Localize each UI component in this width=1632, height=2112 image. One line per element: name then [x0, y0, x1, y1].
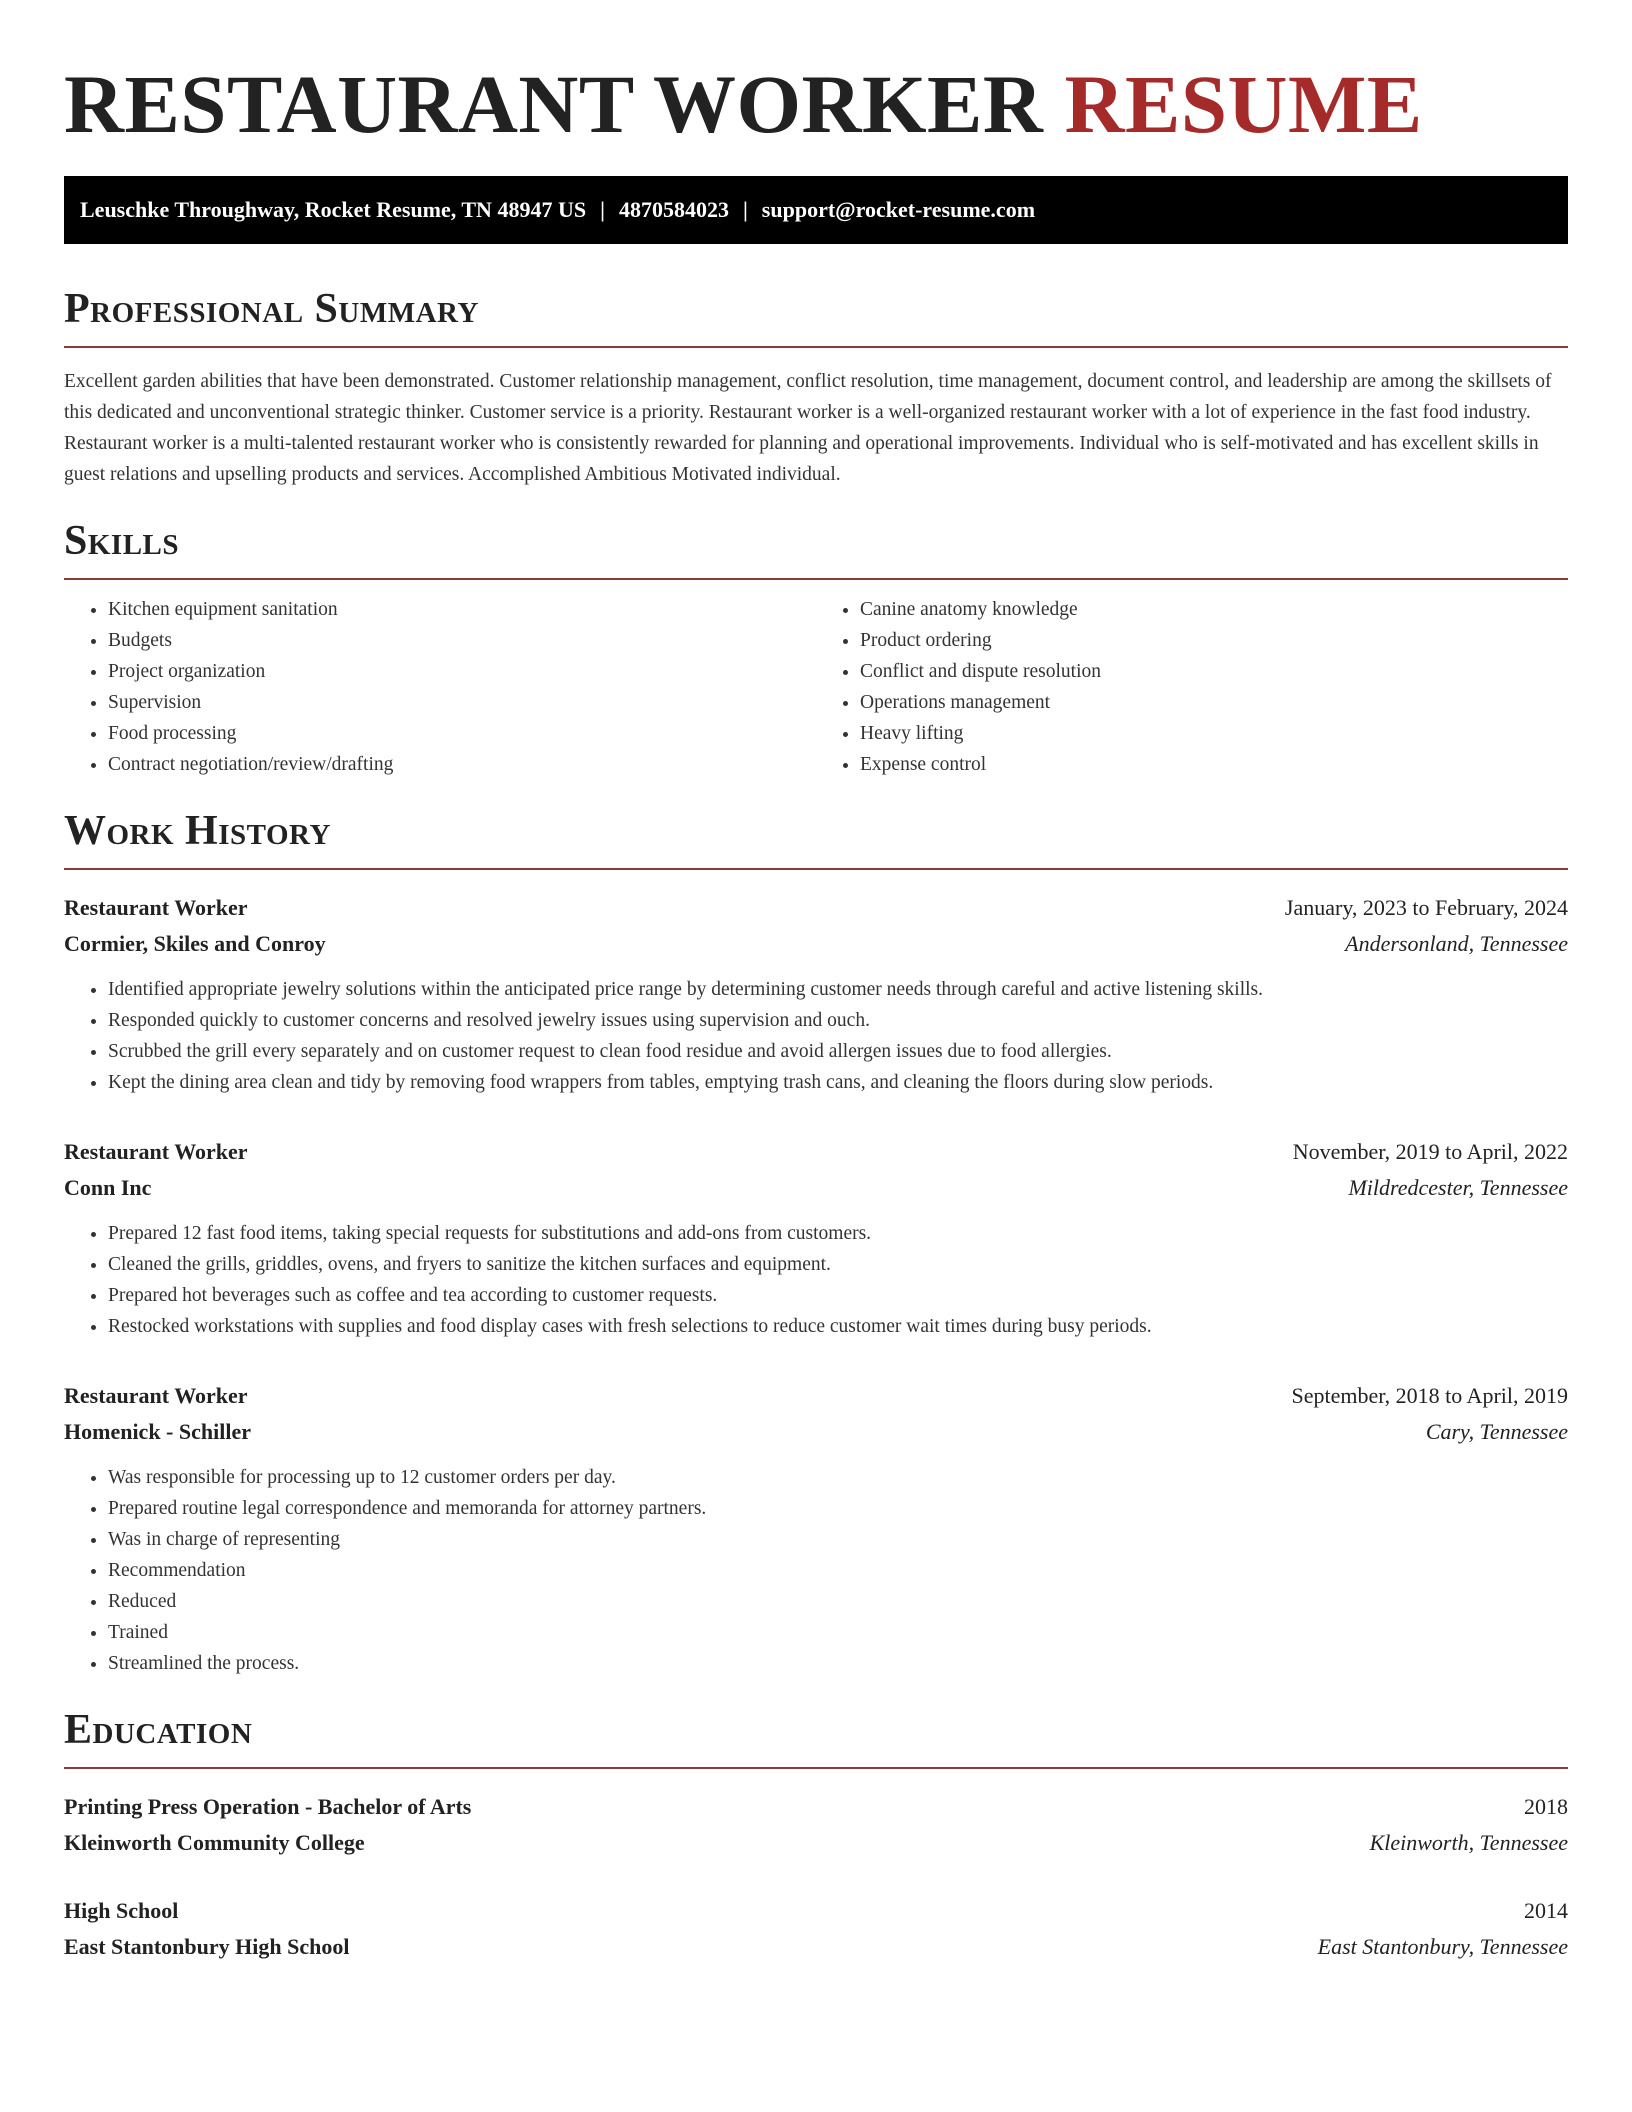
job-bullet: • Prepared routine legal correspondence and memoranda for attorney partners. [108, 1493, 1568, 1524]
title-accent: RESUME [1064, 58, 1423, 150]
education-heading: Education [64, 1707, 253, 1753]
job-title: Restaurant Worker [64, 895, 248, 920]
contact-address: Leuschke Throughway, Rocket Resume, TN 48947 US [80, 197, 587, 222]
job-bullet: • Recommendation [108, 1555, 1568, 1586]
job-bullets [64, 1218, 1568, 1342]
job-bullet: • Was responsible for processing up to 12 customer orders per day. [108, 1462, 1568, 1493]
job-company-row [64, 1414, 1568, 1450]
education-school-row [64, 1825, 1568, 1861]
job-location: Andersonland, Tennessee [1345, 931, 1568, 956]
job-company-row [64, 926, 1568, 962]
job-header-row [64, 1134, 1568, 1170]
job-bullet: • Identified appropriate jewelry solutions within the anticipated price range by determining customer needs through careful and active listening skills. [108, 974, 1568, 1005]
section-divider [64, 346, 1568, 348]
job-company-row [64, 1170, 1568, 1206]
education-school: Kleinworth Community College [64, 1830, 365, 1855]
skill-item: • Kitchen equipment sanitation [108, 594, 816, 625]
summary-text: Excellent garden abilities that have been demonstrated. Customer relationship management, conflict resolution, time management, document control, and leadership are among the skillsets of this dedicated and unconventional strategic thinker. Customer service is a priority. Restaurant worker is a well-organized restaurant worker with a lot of experience in the fast food industry. Restaurant worker is a multi-talented restaurant worker who is consistently rewarded for planning and operational improvements. Individual who is self-motivated and has excellent skills in guest relations and upselling products and services. Accomplished Ambitious Motivated individual. [64, 371, 1552, 485]
job-dates: January, 2023 to February, 2024 [1284, 895, 1568, 920]
skills-list [64, 594, 1568, 780]
job-title: Restaurant Worker [64, 1383, 248, 1408]
job-bullet: • Prepared 12 fast food items, taking special requests for substitutions and add-ons from customers. [108, 1218, 1568, 1249]
education-header-row [64, 1893, 1568, 1929]
contact-separator: | [742, 197, 748, 222]
contact-separator: | [600, 197, 605, 222]
job-entry [64, 1134, 1568, 1342]
education-year: 2018 [1524, 1794, 1568, 1819]
job-dates: September, 2018 to April, 2019 [1291, 1383, 1568, 1408]
job-bullet: • Cleaned the grills, griddles, ovens, and fryers to sanitize the kitchen surfaces and equipment. [108, 1249, 1568, 1280]
job-bullet: • Kept the dining area clean and tidy by removing food wrappers from tables, emptying trash cans, and cleaning the floors during slow periods. [108, 1067, 1568, 1098]
education-school: East Stantonbury High School [64, 1934, 350, 1959]
contact-email[interactable]: support@rocket-resume.com [761, 197, 1036, 222]
work-history-heading: Work History [64, 808, 331, 854]
job-bullet: • Scrubbed the grill every separately and on customer request to clean food residue and avoid allergen issues due to food allergies. [108, 1036, 1568, 1067]
skill-item: • Canine anatomy knowledge [860, 594, 1568, 625]
job-entry [64, 1378, 1568, 1679]
skills-column-right [816, 594, 1568, 780]
job-bullet: • Reduced [108, 1586, 1568, 1617]
section-divider [64, 1767, 1568, 1769]
job-bullet: • Was in charge of representing [108, 1524, 1568, 1555]
job-title: Restaurant Worker [64, 1139, 248, 1164]
skill-item: • Product ordering [860, 625, 1568, 656]
skills-heading: Skills [64, 518, 180, 564]
job-dates: November, 2019 to April, 2022 [1292, 1139, 1568, 1164]
skill-item: • Project organization [108, 656, 816, 687]
job-bullets [64, 974, 1568, 1098]
section-divider [64, 868, 1568, 870]
education-location: East Stantonbury, Tennessee [1317, 1934, 1568, 1959]
job-bullets [64, 1462, 1568, 1679]
education-location: Kleinworth, Tennessee [1369, 1830, 1568, 1855]
skills-column-left [64, 594, 816, 780]
skill-item: • Conflict and dispute resolution [860, 656, 1568, 687]
job-bullet: • Trained [108, 1617, 1568, 1648]
job-bullet: • Restocked workstations with supplies and food display cases with fresh selections to reduce customer wait times during busy periods. [108, 1311, 1568, 1342]
education-degree: High School [64, 1898, 179, 1923]
job-location: Mildredcester, Tennessee [1348, 1175, 1568, 1200]
skill-item: • Food processing [108, 718, 816, 749]
skill-item: • Contract negotiation/review/drafting [108, 749, 816, 780]
title-main: RESTAURANT WORKER [64, 58, 1044, 150]
section-divider [64, 578, 1568, 580]
resume-title [64, 54, 1568, 154]
skill-item: • Supervision [108, 687, 816, 718]
summary-heading: Professional Summary [64, 286, 479, 332]
job-bullet: • Prepared hot beverages such as coffee and tea according to customer requests. [108, 1280, 1568, 1311]
skill-item: • Budgets [108, 625, 816, 656]
job-company: Conn Inc [64, 1175, 152, 1200]
job-company: Homenick - Schiller [64, 1419, 251, 1444]
education-entry [64, 1893, 1568, 1965]
contact-phone[interactable]: 4870584023 [618, 197, 729, 222]
skill-item: • Expense control [860, 749, 1568, 780]
education-entry [64, 1789, 1568, 1861]
job-header-row [64, 1378, 1568, 1414]
education-degree: Printing Press Operation - Bachelor of Arts [64, 1794, 472, 1819]
job-company: Cormier, Skiles and Conroy [64, 931, 326, 956]
job-entry [64, 890, 1568, 1098]
education-header-row [64, 1789, 1568, 1825]
job-header-row [64, 890, 1568, 926]
job-bullet: • Responded quickly to customer concerns and resolved jewelry issues using supervision and ouch. [108, 1005, 1568, 1036]
skill-item: • Heavy lifting [860, 718, 1568, 749]
education-school-row [64, 1929, 1568, 1965]
skill-item: • Operations management [860, 687, 1568, 718]
education-year: 2014 [1524, 1898, 1568, 1923]
job-bullet: • Streamlined the process. [108, 1648, 1568, 1679]
job-location: Cary, Tennessee [1425, 1419, 1568, 1444]
contact-bar [64, 176, 1568, 244]
